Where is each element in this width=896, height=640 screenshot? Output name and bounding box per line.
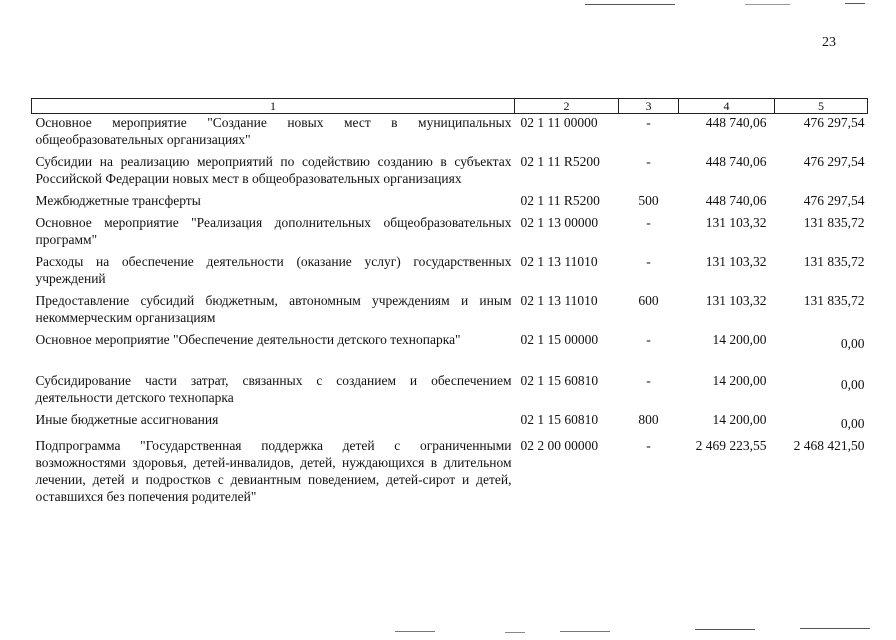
budget-table [31, 98, 868, 510]
row-name: Иные бюджетные ассигнования [35, 412, 219, 427]
row-sum-2-value: 0,00 [840, 416, 865, 431]
row-sum-1: 14 200,00 [712, 332, 767, 347]
row-kvr: - [646, 215, 651, 230]
table-header-row [32, 99, 868, 114]
table-row [32, 331, 868, 372]
row-sum-1: 2 469 223,55 [695, 438, 767, 453]
row-code: 02 1 15 00000 [520, 332, 599, 347]
scan-mark [695, 629, 755, 630]
row-kvr: - [646, 373, 651, 388]
row-sum-2-value: 0,00 [840, 336, 865, 351]
scan-mark [560, 631, 610, 632]
table-row [32, 411, 868, 437]
row-sum-1: 14 200,00 [712, 373, 767, 388]
row-name: Расходы на обеспечение деятельности (оказание услуг) государственных учреждений [35, 254, 512, 286]
row-sum-2: 476 297,54 [803, 193, 865, 208]
row-code: 02 1 11 00000 [520, 115, 598, 130]
scan-mark [845, 3, 865, 4]
table-row [32, 372, 868, 411]
column-header: 3 [619, 99, 679, 114]
row-sum-2: 131 835,72 [803, 215, 865, 230]
row-code: 02 1 13 11010 [520, 254, 598, 269]
row-code: 02 1 13 00000 [520, 215, 599, 230]
row-sum-1: 448 740,06 [705, 154, 767, 169]
scan-mark [585, 4, 675, 5]
row-kvr: - [646, 154, 651, 169]
row-sum-2-value: 0,00 [840, 377, 865, 392]
row-sum-1: 448 740,06 [705, 115, 767, 130]
row-name: Основное мероприятие "Обеспечение деятельности детского технопарка" [35, 332, 461, 347]
scan-mark [745, 4, 790, 5]
row-code: 02 1 15 60810 [520, 373, 599, 388]
scan-mark [505, 632, 525, 633]
row-code: 02 1 15 60810 [520, 412, 599, 427]
column-header: 2 [515, 99, 619, 114]
row-name: Основное мероприятие "Создание новых мест в муниципальных общеобразовательных организациях" [35, 115, 512, 147]
row-kvr: 800 [638, 412, 659, 427]
row-sum-2 [775, 372, 868, 411]
table-row [32, 253, 868, 292]
row-name: Межбюджетные трансферты [35, 193, 201, 208]
row-sum-2: 131 835,72 [803, 293, 865, 308]
column-header: 1 [32, 99, 515, 114]
row-code: 02 1 11 R5200 [520, 154, 600, 169]
row-sum-2: 131 835,72 [803, 254, 865, 269]
table-row [32, 214, 868, 253]
table-row [32, 153, 868, 192]
row-sum-2: 476 297,54 [803, 154, 865, 169]
row-sum-1: 131 103,32 [705, 293, 767, 308]
row-kvr: - [646, 332, 651, 347]
row-sum-1: 14 200,00 [712, 412, 767, 427]
row-code: 02 2 00 00000 [520, 438, 599, 453]
row-name: Основное мероприятие "Реализация дополнительных общеобразовательных программ" [35, 215, 512, 247]
row-sum-2 [775, 411, 868, 437]
row-kvr: - [646, 254, 651, 269]
row-kvr: 600 [638, 293, 659, 308]
table-row [32, 114, 868, 154]
row-sum-1: 131 103,32 [705, 215, 767, 230]
row-kvr: 500 [638, 193, 659, 208]
row-name: Субсидирование части затрат, связанных с созданием и обеспечением деятельности детского технопарка [35, 373, 512, 405]
row-sum-1: 131 103,32 [705, 254, 767, 269]
row-kvr: - [646, 438, 651, 453]
scan-mark [800, 628, 870, 629]
row-sum-1: 448 740,06 [705, 193, 767, 208]
table-row [32, 437, 868, 510]
row-name: Подпрограмма "Государственная поддержка детей с ограниченными возможностями здоровья, детей-инвалидов, детей, нуждающихся в длительном лечении, детей и подростков с девиантным поведением, детей-сирот и детей, оставшихся без попечения родителей" [35, 438, 512, 504]
row-sum-2 [775, 331, 868, 372]
row-code: 02 1 13 11010 [520, 293, 598, 308]
row-sum-2: 2 468 421,50 [793, 438, 865, 453]
row-name: Предоставление субсидий бюджетным, автономным учреждениям и иным некоммерческим организациям [35, 293, 512, 325]
row-name: Субсидии на реализацию мероприятий по содействию созданию в субъектах Российской Федерации новых мест в общеобразовательных организациях [35, 154, 512, 186]
page-number: 23 [822, 35, 836, 50]
row-code: 02 1 11 R5200 [520, 193, 600, 208]
table-row [32, 292, 868, 331]
column-header: 5 [775, 99, 868, 114]
row-sum-2: 476 297,54 [803, 115, 865, 130]
table-row [32, 192, 868, 214]
scan-mark [395, 631, 435, 632]
row-kvr: - [646, 115, 651, 130]
column-header: 4 [679, 99, 775, 114]
